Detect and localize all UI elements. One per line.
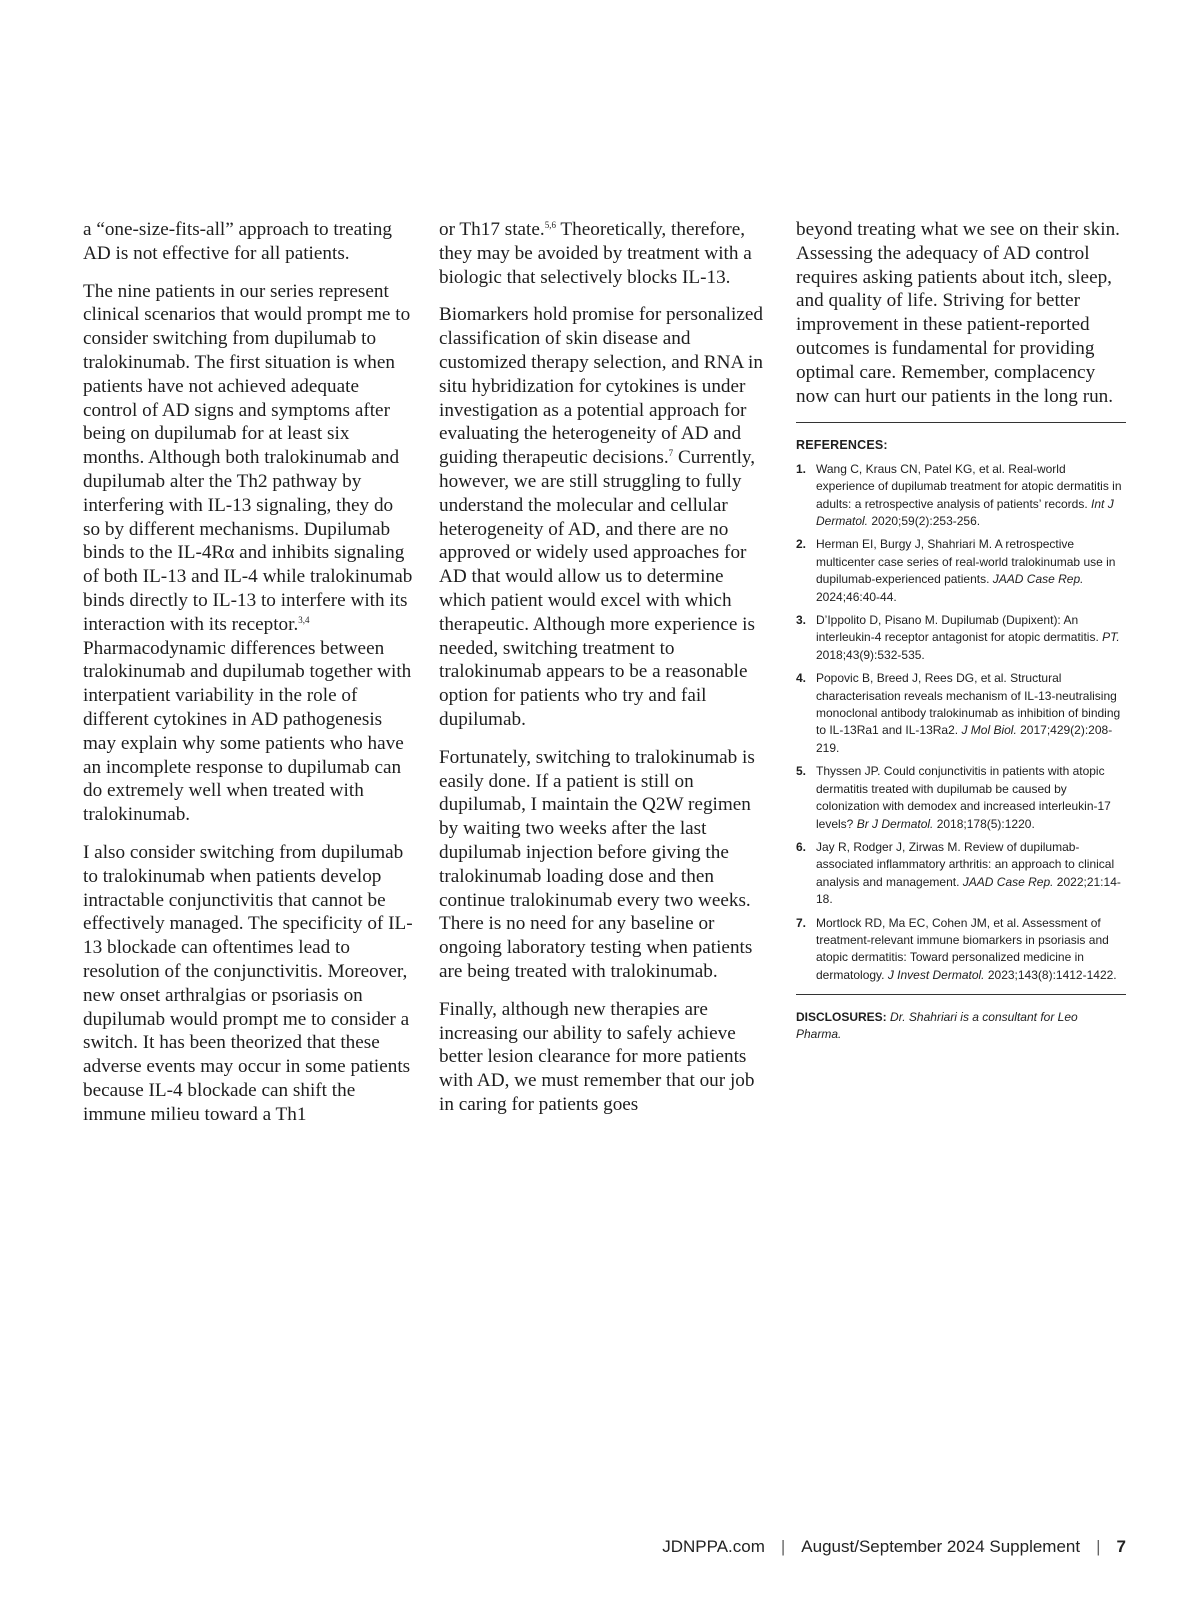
reference-item: 2. Herman EI, Burgy J, Shahriari M. A retrospective multicenter case series of real-world tralokinumab use in dupilumab-experienced patients. JAAD Case Rep. 2024;46:40-44. (796, 537, 1116, 604)
reference-journal: J Mol Biol. (961, 723, 1017, 738)
reference-journal: PT. (1102, 630, 1120, 645)
reference-number: 6. (796, 839, 807, 854)
paragraph: I also consider switching from dupilumab to tralokinumab when patients develop intractable conjunctivitis that cannot be effectively managed. The specificity of IL-13 blockade can oftentimes lead to resolution of the conjunctivitis. Moreover, new onset arthralgias or psoriasis on dupilumab would prompt me to consider a switch. It has been theorized that these adverse events may occur in some patients because IL-4 blockade can shift the immune milieu toward a Th1 (83, 841, 413, 1125)
paragraph: The nine patients in our series represent clinical scenarios that would prompt me to consider switching from dupilumab to tralokinumab. The first situation is when patients have not achieved adequate control of AD signs and symptoms after being on dupilumab for at least six months. Although both tralokinumab and dupilumab alter the Th2 pathway by interfering with IL-13 signaling, they do so by different mechanisms. Dupilumab binds to the IL-4Rα and inhibits signaling of both IL-13 and IL-4 while tralokinumab binds directly to IL-13 to interfere with its interaction with its receptor.$^{3,4}$ Pharmacodynamic differences between tralokinumab and dupilumab together with interpatient variability in the role of different cytokines in AD pathogenesis may explain why some patients who have an incomplete response to dupilumab can do extremely well when treated with tralokinumab. (83, 280, 413, 826)
references-heading: REFERENCES: (796, 438, 888, 453)
references-list (796, 461, 1126, 984)
reference-number: 1. (796, 461, 807, 476)
page-number: 7 (1116, 1537, 1126, 1556)
divider (796, 422, 1126, 423)
reference-journal: JAAD Case Rep. (992, 572, 1084, 587)
footer-issue: August/September 2024 Supplement (801, 1537, 1081, 1556)
reference-item: 1. Wang C, Kraus CN, Patel KG, et al. Real-world experience of dupilumab treatment for atopic dermatitis in adults: a retrospective analysis of patients’ records. Int J Dermatol. 2020;59(2):253-256. (796, 461, 1122, 528)
paragraph: a “one-size-fits-all” approach to treating AD is not effective for all patients. (83, 219, 392, 264)
paragraph: beyond treating what we see on their skin. Assessing the adequacy of AD control requires asking patients about itch, sleep, and quality of life. Striving for better improvement in these patient-reported outcomes is fundamental for providing optimal care. Remember, complacency now can hurt our patients in the long run. (796, 219, 1120, 407)
citation-superscript: 7 (668, 448, 674, 459)
paragraph: Fortunately, switching to tralokinumab is easily done. If a patient is still on dupilumab, I maintain the Q2W regimen by waiting two weeks after the last dupilumab injection before giving the tralokinumab loading dose and then continue tralokinumab every two weeks. There is no need for any baseline or ongoing laboratory testing when patients are being treated with tralokinumab. (439, 746, 755, 982)
reference-item: 6. Jay R, Rodger J, Zirwas M. Review of dupilumab-associated inflammatory arthritis: an approach to clinical analysis and management. JAAD Case Rep. 2022;21:14-18. (796, 839, 1121, 907)
footer-separator: | (1096, 1537, 1101, 1556)
reference-journal: J Invest Dermatol. (887, 967, 985, 982)
disclosures (796, 1009, 1126, 1043)
disclosures-label: DISCLOSURES: (796, 1010, 887, 1025)
reference-number: 2. (796, 537, 807, 552)
page-footer (662, 1537, 1126, 1557)
paragraph: or Th17 state.$^{5,6}$ Theoretically, therefore, they may be avoided by treatment with a biologic that selectively blocks IL-13. (439, 219, 752, 288)
reference-number: 3. (796, 613, 807, 628)
footer-site-link[interactable]: JDNPPA.com (662, 1537, 765, 1556)
citation-superscript: 5,6 (544, 220, 556, 230)
article-column-1 (83, 218, 413, 1140)
reference-item: 3. D’Ippolito D, Pisano M. Dupilumab (Dupixent): An interleukin-4 receptor antagonist for atopic dermatitis. PT. 2018;43(9):532-535. (796, 613, 1120, 662)
reference-number: 4. (796, 671, 807, 686)
article-column-3 (796, 218, 1126, 1043)
citation-superscript: 3,4 (298, 614, 310, 625)
reference-number: 7. (796, 915, 807, 930)
divider (796, 994, 1126, 995)
reference-journal: Br J Dermatol. (856, 816, 934, 831)
reference-item: 5. Thyssen JP. Could conjunctivitis in patients with atopic dermatitis treated with dupilumab be caused by colonization with demodex and increased interleukin-17 levels? Br J Dermatol. 2018;178(5):1220. (796, 764, 1111, 831)
footer-separator: | (780, 1537, 786, 1556)
reference-item: 7. Mortlock RD, Ma EC, Cohen JM, et al. Assessment of treatment-relevant immune biomarkers in psoriasis and atopic dermatitis: Toward personalized medicine in dermatology. J Invest Dermatol. 2023;143(8):1412-1422. (796, 915, 1117, 982)
references-section (796, 437, 1126, 984)
paragraph: Biomarkers hold promise for personalized classification of skin disease and customized therapy selection, and RNA in situ hybridization for cytokines is under investigation as a potential approach for evaluating the heterogeneity of AD and guiding therapeutic decisions.$^7$ Currently, however, we are still struggling to fully understand the molecular and cellular heterogeneity of AD, and there are no approved or widely used approaches for AD that would allow us to determine which patient would excel with which therapeutic. Although more experience is needed, switching treatment to tralokinumab appears to be a reasonable option for patients who try and fail dupilumab. (439, 304, 763, 730)
reference-journal: JAAD Case Rep. (962, 874, 1054, 889)
disclosures-text: Dr. Shahriari is a consultant for Leo Pharma. (796, 1010, 1078, 1042)
reference-journal: Int J Dermatol. (816, 496, 1114, 528)
article-column-2 (439, 218, 771, 1131)
reference-number: 5. (796, 764, 807, 779)
paragraph: Finally, although new therapies are increasing our ability to safely achieve better lesion clearance for more patients with AD, we must remember that our job in caring for patients goes (439, 998, 755, 1115)
reference-item: 4. Popovic B, Breed J, Rees DG, et al. Structural characterisation reveals mechanism of IL-13-neutralising monoclonal antibody tralokinumab as inhibition of binding to IL-13Ra1 and IL-13Ra2. J Mol Biol. 2017;429(2):208-219. (796, 671, 1121, 755)
